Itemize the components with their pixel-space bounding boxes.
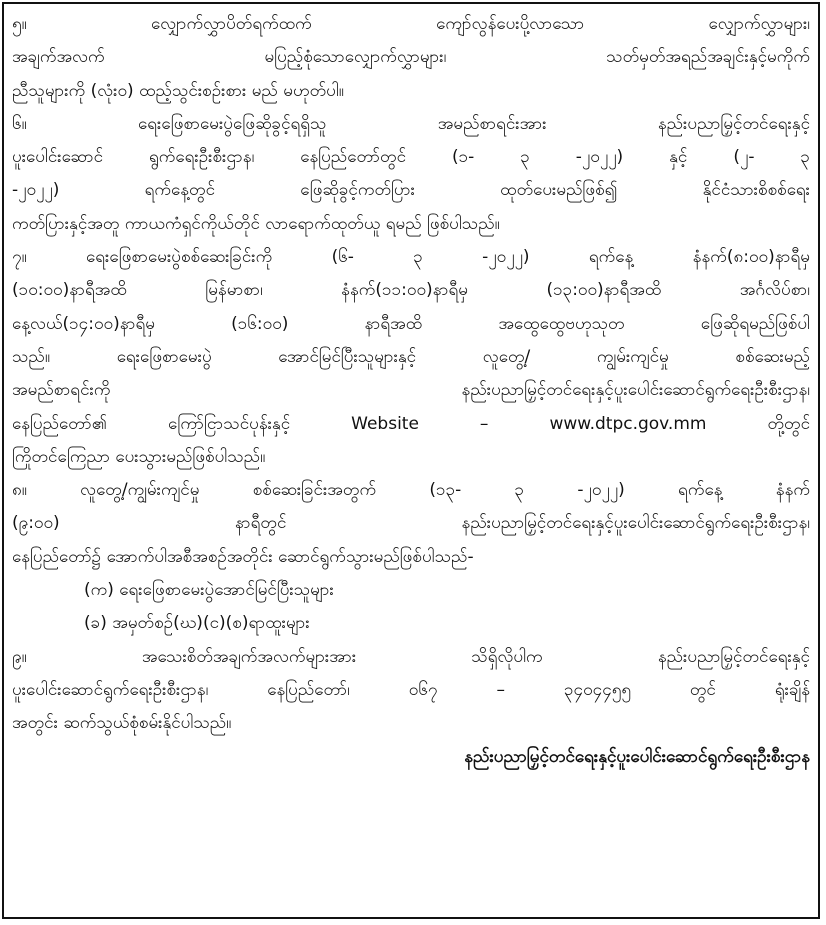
text-line: -၂၀၂၂) ရက်နေ့တွင် ဖြေဆိုခွင့်ကတ်ပြား ထုတ်ပေးမည်ဖြစ်၍ နိုင်ငံသားစိစစ်ရေး [12, 180, 810, 201]
text-line: ၉။ အသေးစိတ်အချက်အလက်များအား သိရှိလိုပါက နည်းပညာမြှင့်တင်ရေးနှင့် [12, 646, 810, 667]
text-line: နေပြည်တော်၌ အောက်ပါအစီအစဉ်အတိုင်း ဆောင်ရွက်သွားမည်ဖြစ်ပါသည်- [12, 546, 474, 567]
department-signature: နည်းပညာမြှင့်တင်ရေးနှင့်ပူးပေါင်းဆောင်ရွက်ရေးဦးစီးဌာန [464, 746, 810, 767]
sub-item: (ခ) အမှတ်စဉ်(ဃ)(င)(စ)ရာထူးများ [84, 613, 310, 634]
text-line: ၇။ ရေးဖြေစာမေးပွဲစစ်ဆေးခြင်းကို (၆- ၃ -၂၀၂၂) ရက်နေ့ နံနက်(၈:၀၀)နာရီမှ [12, 247, 810, 268]
text-line: အချက်အလက် မပြည့်စုံသောလျှောက်လွှာများ၊ သတ်မှတ်အရည်အချင်းနှင့်မကိုက် [12, 47, 810, 68]
text-line: ညီသူများကို (လုံးဝ) ထည့်သွင်းစဉ်းစား မည် မဟုတ်ပါ။ [12, 80, 344, 101]
text-line: ၈။ လူတွေ့/ကျွမ်းကျင်မှု စစ်ဆေးခြင်းအတွက် (၁၃- ၃ -၂၀၂၂) ရက်နေ့ နံနက် [12, 480, 810, 501]
text-line: သည်။ ရေးဖြေစာမေးပွဲ အောင်မြင်ပြီးသူများနှင့် လူတွေ့/ ကျွမ်းကျင်မှု စစ်ဆေးမည့် [12, 346, 810, 367]
text-line: နေ့လယ်(၁၄:၀၀)နာရီမှ (၁၆:၀၀) နာရီအထိ အထွေထွေဗဟုသုတ ဖြေဆိုရမည်ဖြစ်ပါ [12, 313, 810, 334]
sub-item: (က) ရေးဖြေစာမေးပွဲအောင်မြင်ပြီးသူများ [84, 580, 334, 601]
text-line: ကတ်ပြားနှင့်အတူ ကာယကံရှင်ကိုယ်တိုင် လာရောက်ထုတ်ယူ ရမည် ဖြစ်ပါသည်။ [12, 213, 500, 234]
text-line: ပူးပေါင်းဆောင်ရွက်ရေးဦးစီးဌာန၊ နေပြည်တော်၊ ၀၆၇ – ၃၄၀၄၄၅၅ တွင် ရုံးချိန် [12, 679, 810, 700]
text-line: အတွင်း ဆက်သွယ်စုံစမ်းနိုင်ပါသည်။ [12, 713, 232, 734]
text-line: နေပြည်တော်၏ ကြော်ငြာသင်ပုန်းနှင့် Website – www.dtpc.gov.mm တို့တွင် [12, 413, 810, 434]
text-line: ၅။ လျှောက်လွှာပိတ်ရက်ထက် ကျော်လွန်ပေးပို့လာသော လျှောက်လွှာများ၊ [12, 14, 810, 34]
notice-body [12, 8, 810, 774]
text-line: အမည်စာရင်းကို နည်းပညာမြှင့်တင်ရေးနှင့်ပူးပေါင်းဆောင်ရွက်ရေးဦးစီးဌာန၊ [12, 380, 810, 401]
text-line: ကြိုတင်ကြေညာ ပေးသွားမည်ဖြစ်ပါသည်။ [12, 446, 266, 467]
text-line: (၉:၀၀) နာရီတွင် နည်းပညာမြှင့်တင်ရေးနှင့်ပူးပေါင်းဆောင်ရွက်ရေးဦးစီးဌာန၊ [12, 513, 810, 534]
text-line: ပူးပေါင်းဆောင် ရွက်ရေးဦးစီးဌာန၊ နေပြည်တော်တွင် (၁- ၃ -၂၀၂၂) နှင့် (၂- ၃ [12, 147, 810, 168]
notice-frame [2, 2, 820, 919]
text-line: ၆။ ရေးဖြေစာမေးပွဲဖြေဆိုခွင့်ရရှိသူ အမည်စာရင်းအား နည်းပညာမြှင့်တင်ရေးနှင့် [12, 113, 810, 134]
text-line: (၁၀:၀၀)နာရီအထိ မြန်မာစာ၊ နံနက်(၁၁:၀၀)နာရီမှ (၁၃:၀၀)နာရီအထိ အင်္ဂလိပ်စာ၊ [12, 280, 810, 301]
